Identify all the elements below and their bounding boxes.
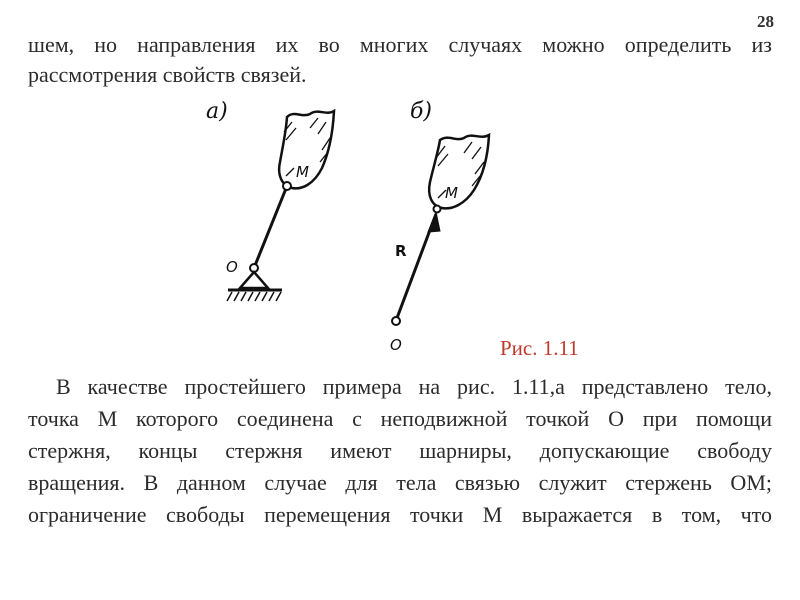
body-line-5: ограничение свободы перемещения точки М выражается в том, что: [28, 502, 772, 527]
hinge-m-a: [283, 182, 291, 190]
rod-om-a: [254, 186, 287, 268]
page-number: 28: [757, 12, 774, 31]
point-m-label-b: M: [445, 184, 458, 202]
support-triangle: [240, 272, 268, 288]
point-o-label-b: O: [390, 336, 402, 354]
point-m-label-a: M: [296, 163, 309, 181]
ground-hatching: [227, 292, 281, 301]
body-line-4: вращения. В данном случае для тела связью служит стержень ОМ;: [28, 470, 772, 495]
intro-line-1: шем, но направления их во многих случаях можно определить из: [28, 32, 772, 57]
body-line-1: В качестве простейшего примера на рис. 1.11,а представлено тело,: [56, 374, 772, 399]
intro-line-2: рассмотрения свойств связей.: [28, 62, 307, 87]
panel-a-label: а): [206, 99, 228, 124]
point-o-label-a: O: [226, 258, 238, 276]
hinge-o-b: [392, 317, 400, 325]
panel-b-label: б): [410, 99, 433, 124]
body-line-2: точка М которого соединена с неподвижной точкой О при помощи: [28, 406, 772, 431]
force-r-label: R: [395, 242, 407, 260]
figure-caption: Рис. 1.11: [500, 336, 579, 360]
force-r-arrowhead: [428, 212, 440, 232]
body-line-3: стержня, концы стержня имеют шарниры, допускающие свободу: [28, 438, 772, 463]
hinge-m-b: [434, 206, 441, 213]
